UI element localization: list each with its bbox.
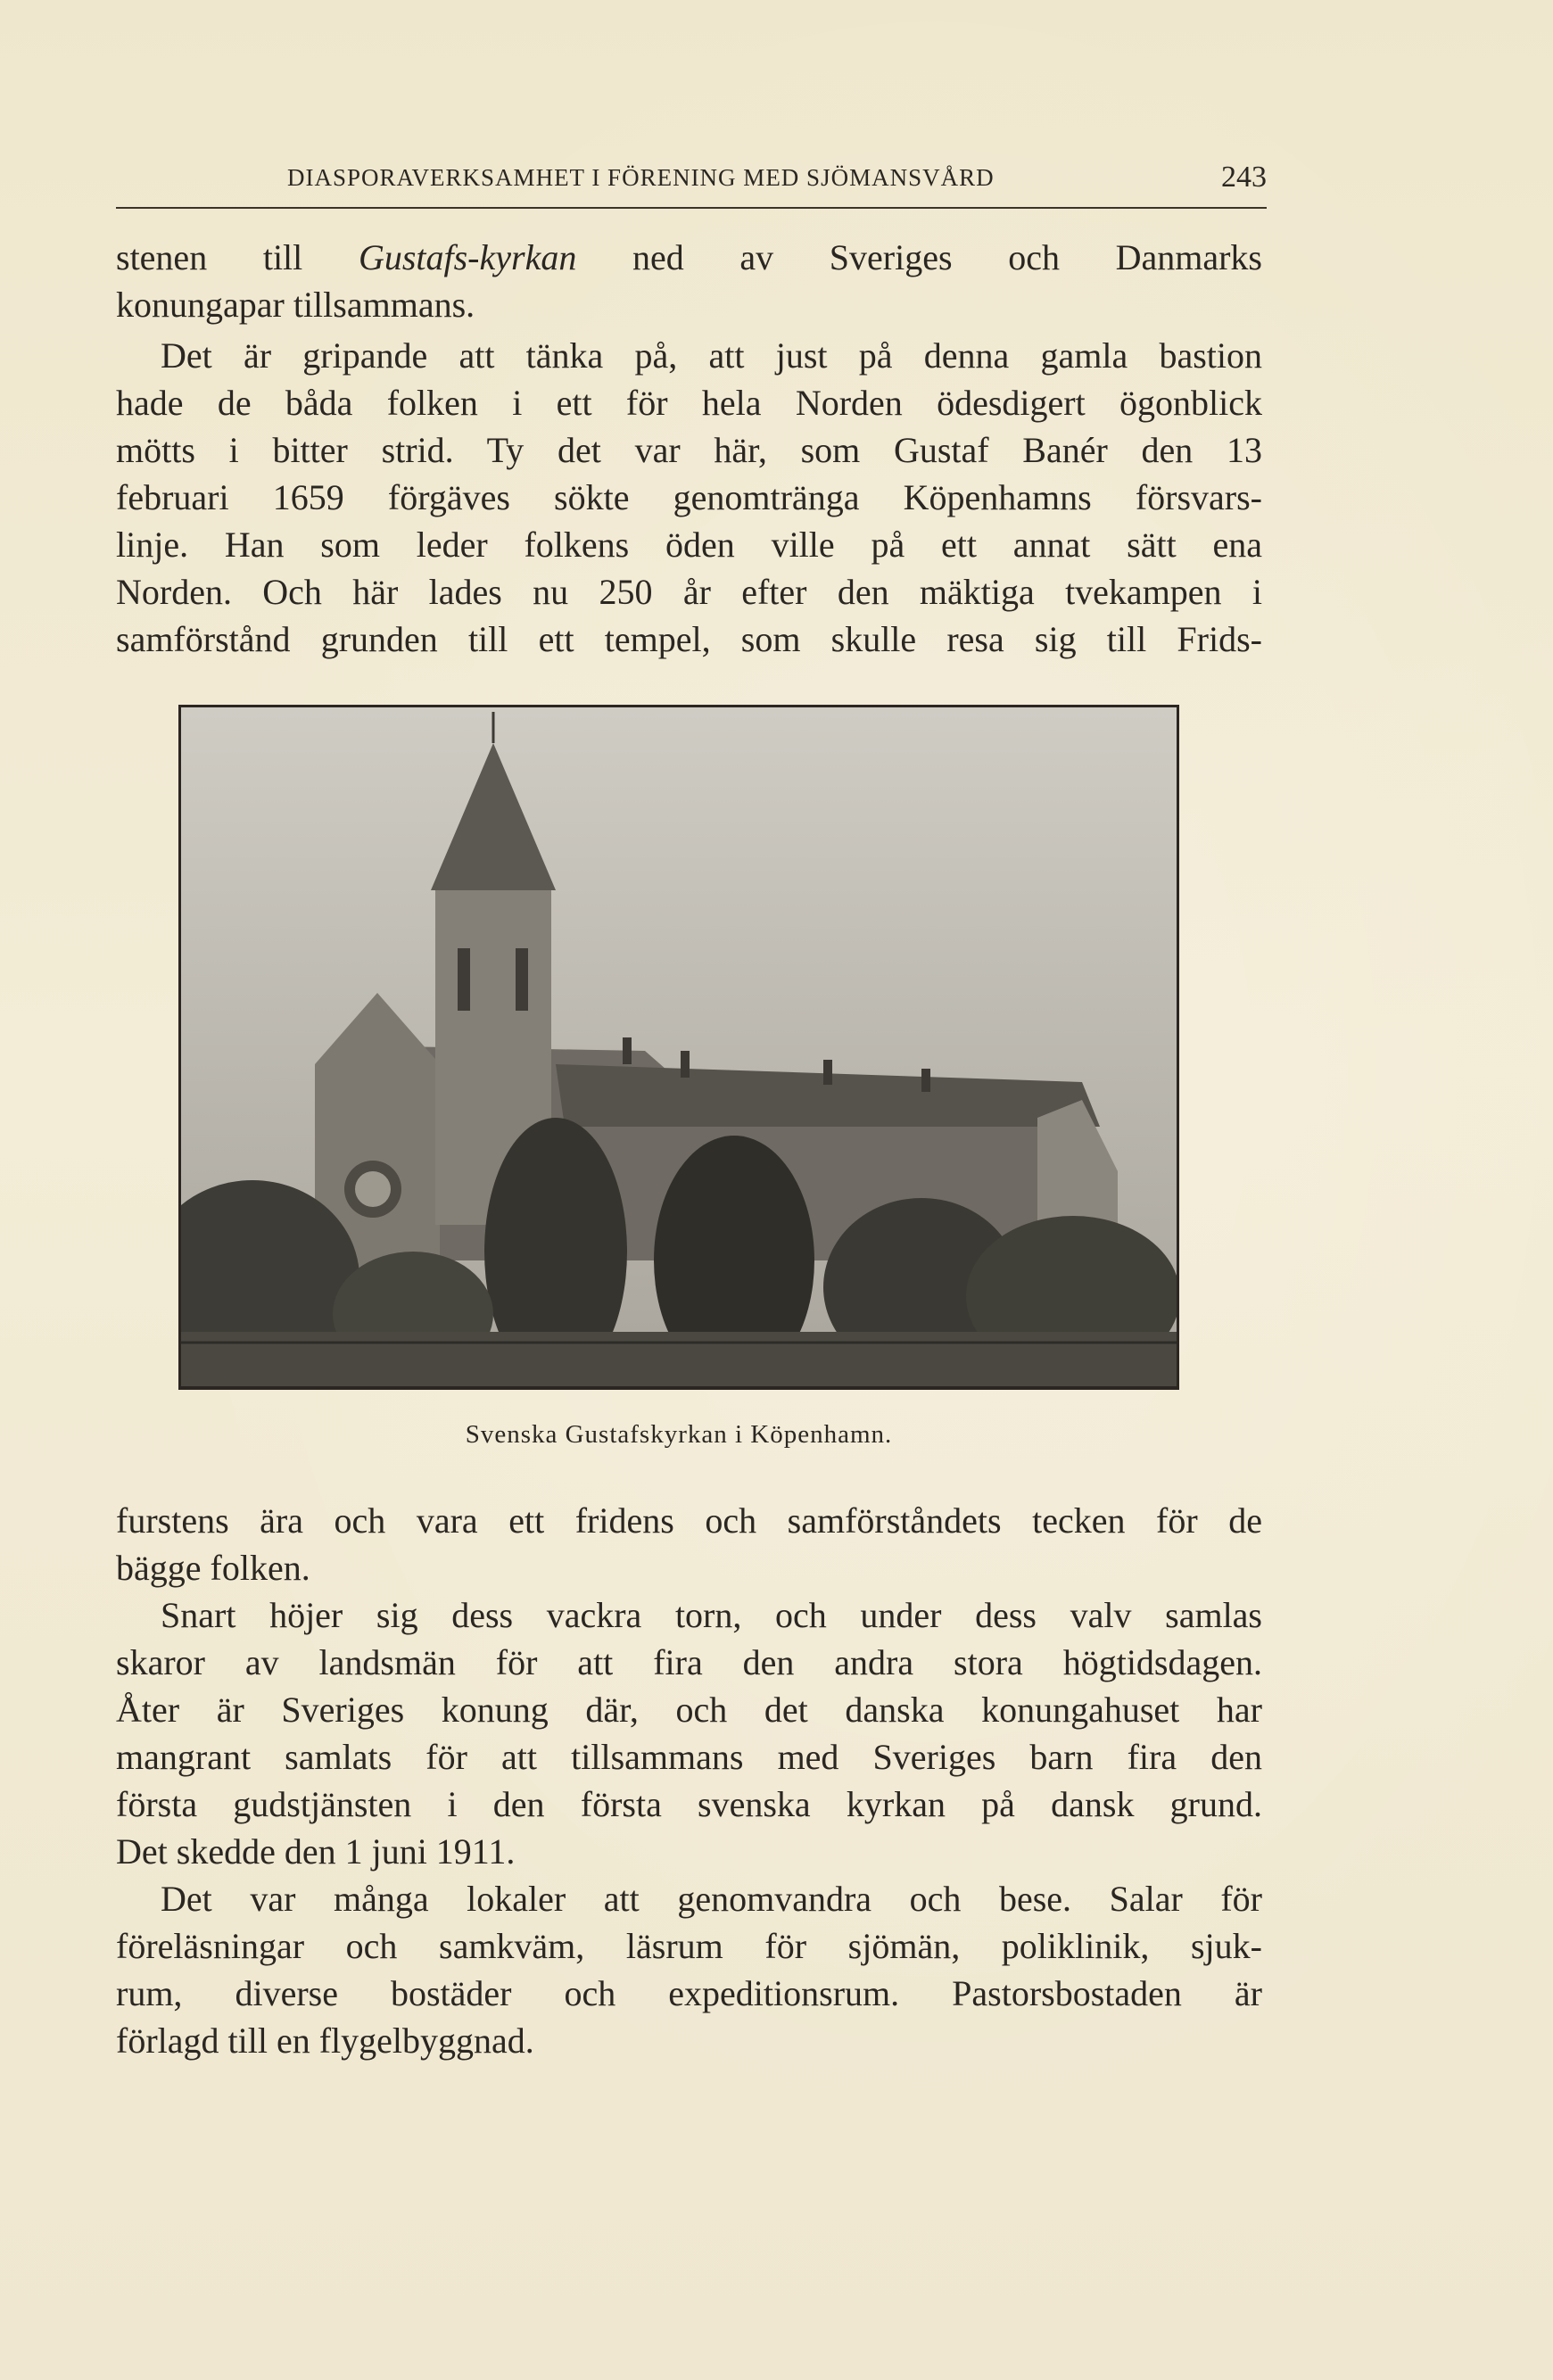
text-line: Det är gripande att tänka på, att just på denna gamla bastion [161, 335, 1262, 376]
church-photograph [178, 705, 1179, 1390]
text-line: Snart höjer sig dess vackra torn, och under dess valv samlas [161, 1595, 1262, 1635]
text-line: första gudstjänsten i den första svenska kyrkan på dansk grund. [116, 1784, 1262, 1824]
text-line: hade de båda folken i ett för hela Norden ödesdigert ögonblick [116, 383, 1262, 423]
text-line: skaror av landsmän för att fira den andra stora högtidsdagen. [116, 1642, 1262, 1682]
text-line: mötts i bitter strid. Ty det var här, som Gustaf Banér den 13 [116, 430, 1262, 470]
text-line: februari 1659 förgäves sökte genomtränga Köpenhamns försvars- [116, 477, 1262, 517]
text-line: Det skedde den 1 juni 1911. [116, 1831, 516, 1872]
running-head: DIASPORAVERKSAMHET I FÖRENING MED SJÖMANSVÅRD [287, 164, 995, 191]
page-header [116, 161, 1267, 209]
text-line: Det var många lokaler att genomvandra och bese. Salar för [161, 1879, 1262, 1919]
paragraph-furstens [116, 1497, 1262, 1591]
paragraph-continuation [116, 234, 1262, 328]
text-run: stenen till [116, 237, 359, 277]
text-line: samförstånd grunden till ett tempel, som skulle resa sig till Frids- [116, 619, 1262, 659]
text-run: ned av Sveriges och Danmarks [576, 237, 1262, 277]
church-name-italic: Gustafs-kyrkan [358, 237, 577, 277]
text-line: Åter är Sveriges konung där, och det danska konungahuset har [116, 1690, 1262, 1730]
text-line [116, 234, 1262, 281]
text-line: rum, diverse bostäder och expeditionsrum. Pastorsbostaden är [116, 1973, 1262, 2013]
text-line: Norden. Och här lades nu 250 år efter den mäktiga tvekampen i [116, 572, 1262, 612]
text-line: bägge folken. [116, 1548, 310, 1588]
photo-caption: Svenska Gustafskyrkan i Köpenhamn. [465, 1420, 893, 1449]
text-line: konungapar tillsammans. [116, 285, 475, 325]
text-line: mangrant samlats för att tillsammans med Sveriges barn fira den [116, 1737, 1262, 1777]
text-line: furstens ära och vara ett fridens och samförståndets tecken för de [116, 1500, 1262, 1541]
church-photograph-icon [181, 707, 1177, 1387]
paragraph-torn [116, 1591, 1262, 1875]
text-line: föreläsningar och samkväm, läsrum för sjömän, poliklinik, sjuk- [116, 1926, 1262, 1966]
text-line: linje. Han som leder folkens öden ville på ett annat sätt ena [116, 525, 1262, 565]
paragraph-lokaler [116, 1875, 1262, 2064]
paragraph-bastion [116, 332, 1262, 663]
text-line: förlagd till en flygelbyggnad. [116, 2021, 534, 2061]
page-number: 243 [1221, 161, 1267, 194]
